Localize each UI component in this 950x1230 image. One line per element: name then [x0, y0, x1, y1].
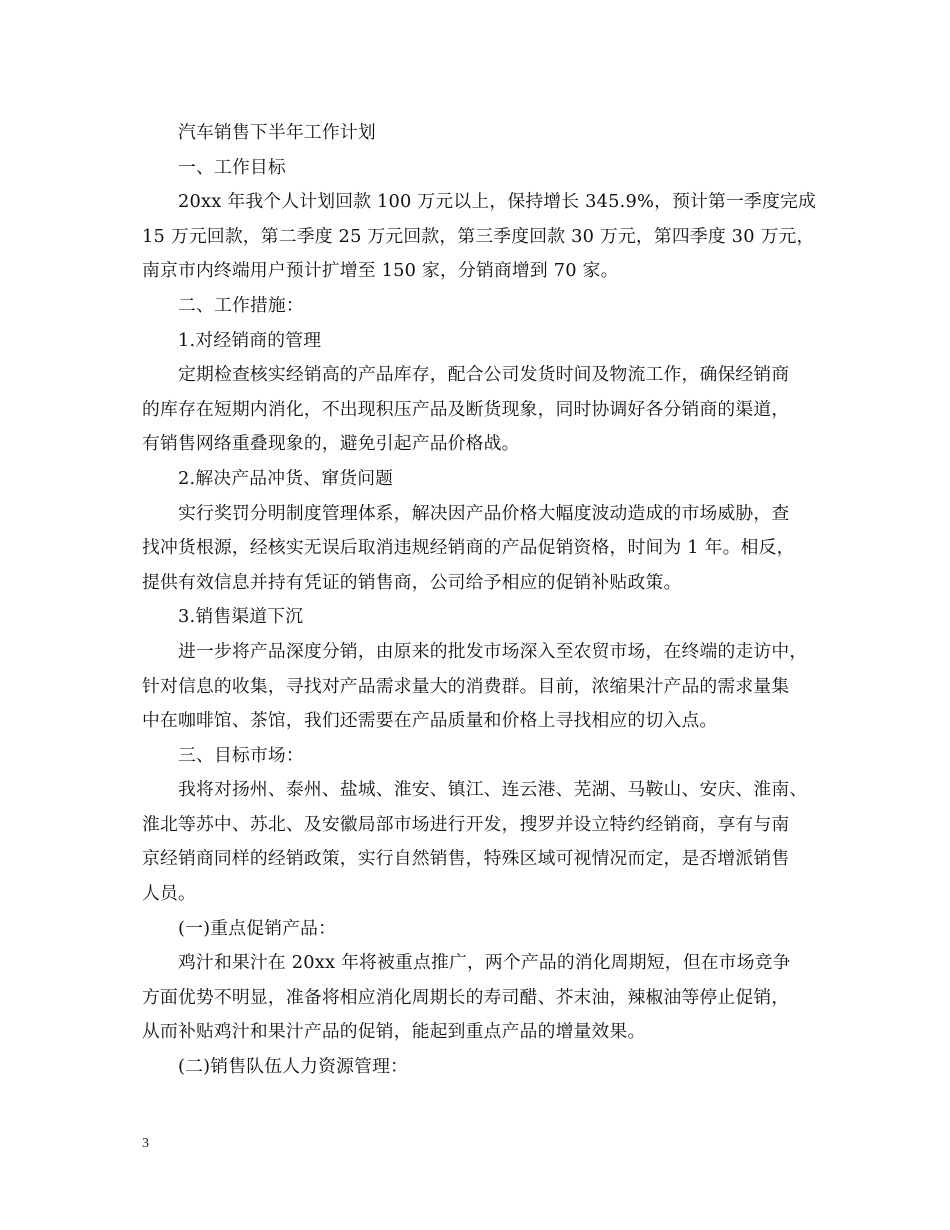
section-heading-goals: 一、工作目标 [178, 156, 286, 178]
paragraph-line: 实行奖罚分明制度管理体系，解决因产品价格大幅度波动造成的市场威胁，查 [178, 502, 790, 524]
page-number: 3 [142, 1136, 149, 1151]
subheading-channel-sinking: 3.销售渠道下沉 [178, 606, 304, 628]
paragraph-line: 中在咖啡馆、茶馆，我们还需要在产品质量和价格上寻找相应的切入点。 [142, 710, 718, 732]
paragraph-line: 找冲货根源，经核实无误后取消违规经销商的产品促销资格，时间为 1 年。相反， [142, 537, 795, 559]
paragraph-line: 针对信息的收集，寻找对产品需求量大的消费群。目前，浓缩果汁产品的需求量集 [142, 675, 790, 697]
subheading-cross-selling: 2.解决产品冲货、窜货问题 [178, 467, 394, 489]
subheading-key-products: (一)重点促销产品： [178, 917, 337, 939]
paragraph-line: 从而补贴鸡汁和果汁产品的促销，能起到重点产品的增量效果。 [142, 1021, 646, 1043]
subheading-sales-team: (二)销售队伍人力资源管理： [178, 1056, 409, 1078]
paragraph-line: 提供有效信息并持有凭证的销售商，公司给予相应的促销补贴政策。 [142, 571, 682, 593]
paragraph-line: 定期检查核实经销高的产品库存，配合公司发货时间及物流工作，确保经销商 [178, 364, 790, 386]
section-heading-target-market: 三、目标市场： [178, 744, 304, 766]
section-heading-measures: 二、工作措施： [178, 294, 304, 316]
paragraph-line: 的库存在短期内消化，不出现积压产品及断货现象，同时协调好各分销商的渠道， [142, 398, 790, 420]
paragraph-line: 鸡汁和果汁在 20xx 年将被重点推广，两个产品的消化周期短，但在市场竞争 [178, 952, 791, 974]
paragraph-line: 15 万元回款，第二季度 25 万元回款，第三季度回款 30 万元，第四季度 30 万元， [142, 225, 815, 247]
paragraph-line: 有销售网络重叠现象的，避免引起产品价格战。 [142, 433, 520, 455]
paragraph-line: 进一步将产品深度分销，由原来的批发市场深入至农贸市场，在终端的走访中， [178, 640, 808, 662]
paragraph-line: 淮北等苏中、苏北、及安徽局部市场进行开发，搜罗并设立特约经销商，享有与南 [142, 813, 790, 835]
document-title: 汽车销售下半年工作计划 [178, 122, 376, 143]
paragraph-line: 20xx 年我个人计划回款 100 万元以上，保持增长 345.9%，预计第一季度完成 [178, 191, 816, 213]
paragraph-line: 方面优势不明显，准备将相应消化周期长的寿司醋、芥末油，辣椒油等停止促销， [142, 986, 790, 1008]
paragraph-line: 南京市内终端用户预计扩增至 150 家，分销商增到 70 家。 [142, 260, 619, 282]
subheading-dealer-management: 1.对经销商的管理 [178, 329, 322, 351]
document-body [142, 116, 826, 1085]
paragraph-line: 人员。 [142, 883, 196, 905]
paragraph-line: 京经销商同样的经销政策，实行自然销售，特殊区域可视情况而定，是否增派销售 [142, 848, 790, 870]
paragraph-line: 我将对扬州、泰州、盐城、淮安、镇江、连云港、芜湖、马鞍山、安庆、淮南、 [178, 779, 808, 801]
